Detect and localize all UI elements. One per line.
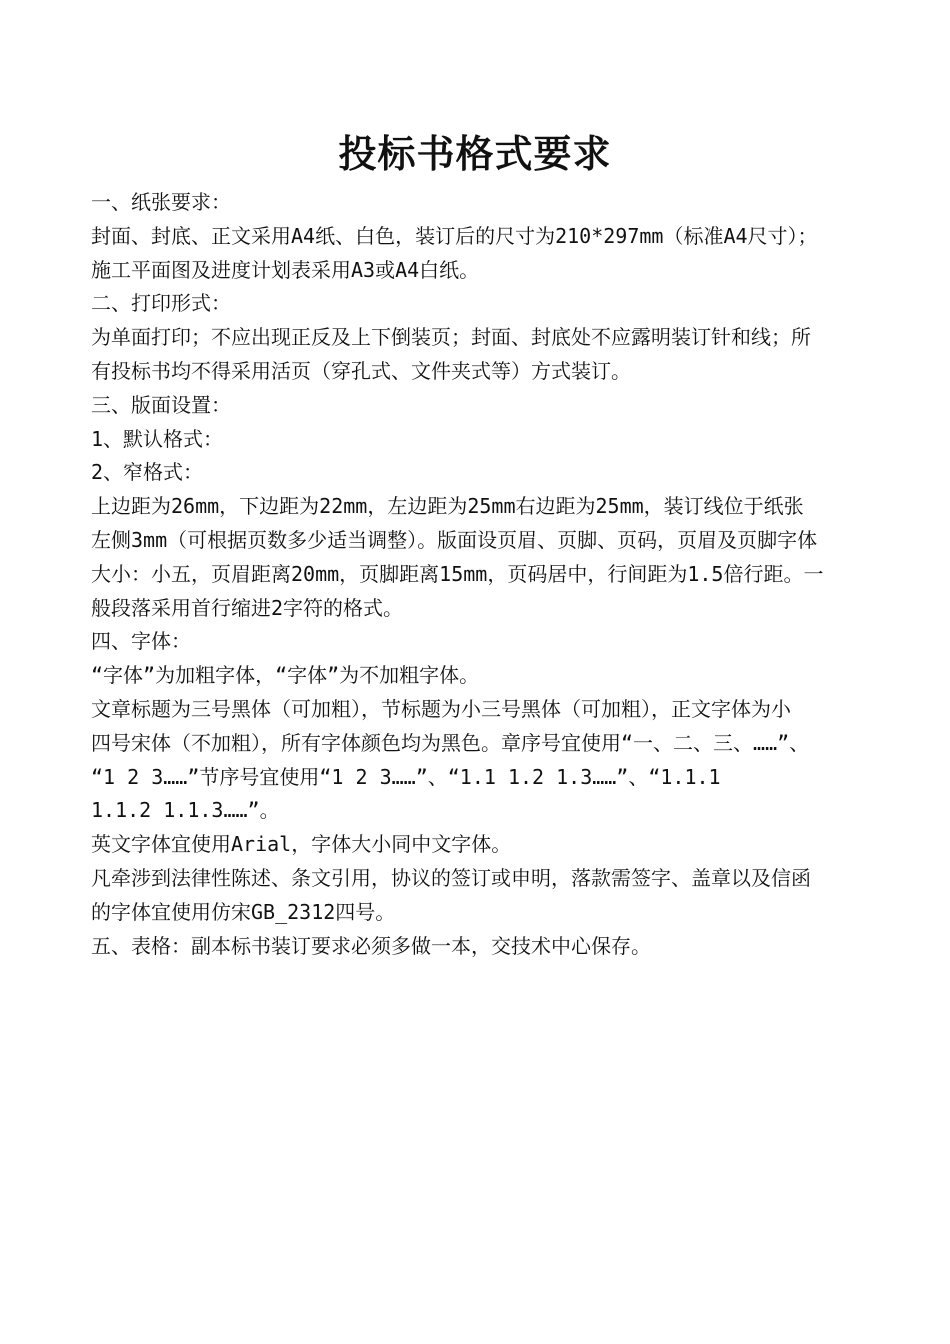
paper-requirement-line-2: 施工平面图及进度计划表采用A3或A4白纸。 bbox=[91, 257, 480, 282]
font-line-6: 英文字体宜使用Arial，字体大小同中文字体。 bbox=[91, 832, 512, 857]
layout-line-2: 左侧3mm（可根据页数多少适当调整）。版面设页眉、页脚、页码，页眉及页脚字体 bbox=[91, 527, 818, 552]
section-heading-font: 四、字体： bbox=[91, 629, 191, 654]
section-heading-printing: 二、打印形式： bbox=[91, 291, 231, 316]
document-title: 投标书格式要求 bbox=[338, 132, 612, 176]
section-heading-layout: 三、版面设置： bbox=[91, 392, 231, 417]
document-body bbox=[91, 186, 863, 963]
printing-line-2: 有投标书均不得采用活页（穿孔式、文件夹式等）方式装订。 bbox=[91, 358, 631, 383]
layout-line-4: 般段落采用首行缩进2字符的格式。 bbox=[91, 595, 404, 620]
section-heading-paper: 一、纸张要求： bbox=[91, 190, 231, 214]
font-line-1: “字体”为加粗字体，“字体”为不加粗字体。 bbox=[91, 663, 480, 688]
font-line-7: 凡牵涉到法律性陈述、条文引用，协议的签订或申明，落款需签字、盖章以及信函 bbox=[91, 865, 811, 890]
layout-line-1: 上边距为26mm，下边距为22mm，左边距为25mm右边距为25mm，装订线位于纸张 bbox=[91, 494, 804, 519]
font-line-8: 的字体宜使用仿宋GB_2312四号。 bbox=[91, 899, 396, 924]
paper-requirement-line-1: 封面、封底、正文采用A4纸、白色，装订后的尺寸为210*297mm（标准A4尺寸）； bbox=[91, 223, 818, 248]
layout-item-narrow: 2、窄格式： bbox=[91, 460, 204, 485]
layout-item-default: 1、默认格式： bbox=[91, 426, 224, 451]
font-line-4: “1 2 3……”节序号宜使用“1 2 3……”、“1.1 1.2 1.3……”、“1.1.1 bbox=[91, 764, 721, 789]
section-heading-table: 五、表格：副本标书装订要求必须多做一本，交技术中心保存。 bbox=[91, 933, 651, 958]
printing-line-1: 为单面打印；不应出现正反及上下倒装页；封面、封底处不应露明装订针和线；所 bbox=[91, 325, 811, 350]
font-line-3: 四号宋体（不加粗），所有字体颜色均为黑色。章序号宜使用“一、二、三、……”、 bbox=[91, 730, 810, 755]
font-line-2: 文章标题为三号黑体（可加粗），节标题为小三号黑体（可加粗），正文字体为小 bbox=[91, 696, 791, 721]
layout-line-3: 大小：小五，页眉距离20mm，页脚距离15mm，页码居中，行间距为1.5倍行距。一 bbox=[91, 561, 824, 586]
font-line-5: 1.1.2 1.1.3……”。 bbox=[91, 798, 280, 823]
